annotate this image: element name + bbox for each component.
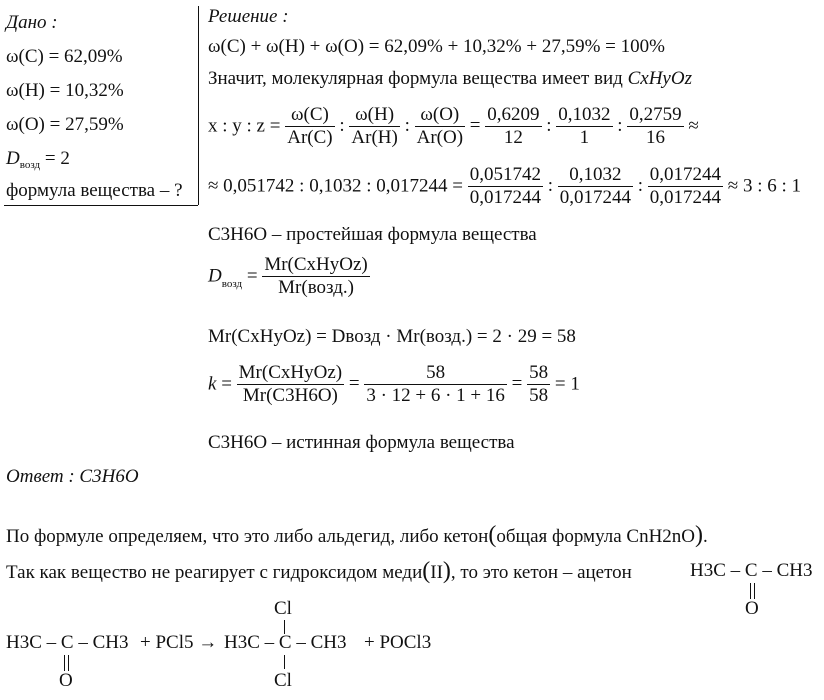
simplest-formula: C3H6O – простейшая формула вещества [208,224,537,245]
reaction-double-bond [64,655,65,671]
given-w-c: ω(C) = 62,09% [6,46,123,67]
true-formula: C3H6O – истинная формула вещества [208,432,515,453]
given-vertical-divider [198,6,199,205]
acetone-structure: H3C – C – CH3 [690,560,813,581]
given-w-h: ω(H) = 10,32% [6,80,124,101]
reaction-acetone: H3C – C – CH3 [6,632,129,653]
acetone-double-bond [750,583,751,599]
explanation-line-1: По формуле определяем, что это либо альдегид, либо кетон(общая формула CnH2nO). [6,522,708,548]
ratio-equation: x : y : z = $\frac{\omega(C)}{Ar(C)}$ : $\frac{\omega(H)}{Ar(H)}$ : $\frac{\omega(O)}{Ar(O)}$ = $\frac{0,6209}{12}$ : $\frac{0,1032}{1}$ : $\frac{0,2759}{16}$ ≈ [208,104,699,148]
solution-header: Решение : [208,6,289,27]
given-divider [4,205,198,206]
molar-mass-line: Mr(CxHyOz) = Dвозд · Mr(возд.) = 2 · 29 = 58 [208,326,576,347]
k-ratio: k = $\frac{\text{Mr(CxHyOz)}}{Mr(C3H6O)}$ = $\frac{58}{3 \cdot 12 + 6 \cdot 1 + 16}$ = $\frac{58}{58}$ = 1 [208,362,580,406]
product-bond-bottom [284,655,285,669]
density-formula: $D_{возд}$ = $\frac{\text{Mr(CxHyOz)}}{\text{Mr(возд.)}}$ [208,254,368,298]
reaction-reagent: + PCl5 → [140,632,218,653]
answer: Ответ : C3H6O [6,466,139,487]
acetone-oxygen: O [745,598,759,619]
reaction-double-bond-2 [68,655,69,671]
given-header: Дано : [6,12,58,33]
product-cl-top: Cl [274,598,292,619]
solution-formula-type: Значит, молекулярная формула вещества имеет вид CxHyOz [208,68,692,89]
solution-sum-line: ω(C) + ω(H) + ω(O) = 62,09% + 10,32% + 27,59% = 100% [208,36,665,57]
given-w-o: ω(O) = 27,59% [6,114,124,135]
product-cl-bottom: Cl [274,670,292,691]
reaction-byproduct: + POCl3 [364,632,432,653]
reaction-product: H3C – C – CH3 [224,632,347,653]
acetone-double-bond-2 [754,583,755,599]
given-question: формула вещества – ? [6,180,183,201]
explanation-line-2: Так как вещество не реагирует с гидроксидом меди(II), то это кетон – ацетон [6,558,632,584]
given-density: $D_{возд} = 2$ [6,148,70,171]
reaction-oxygen: O [59,670,73,691]
ratio-equation-2: ≈ 0,051742 : 0,1032 : 0,017244 = $\frac{0,051742}{0,017244}$ : $\frac{0,1032}{0,017244}$ : $\frac{0,017244}{0,017244}$ ≈ 3 : 6 : 1 [208,164,802,208]
